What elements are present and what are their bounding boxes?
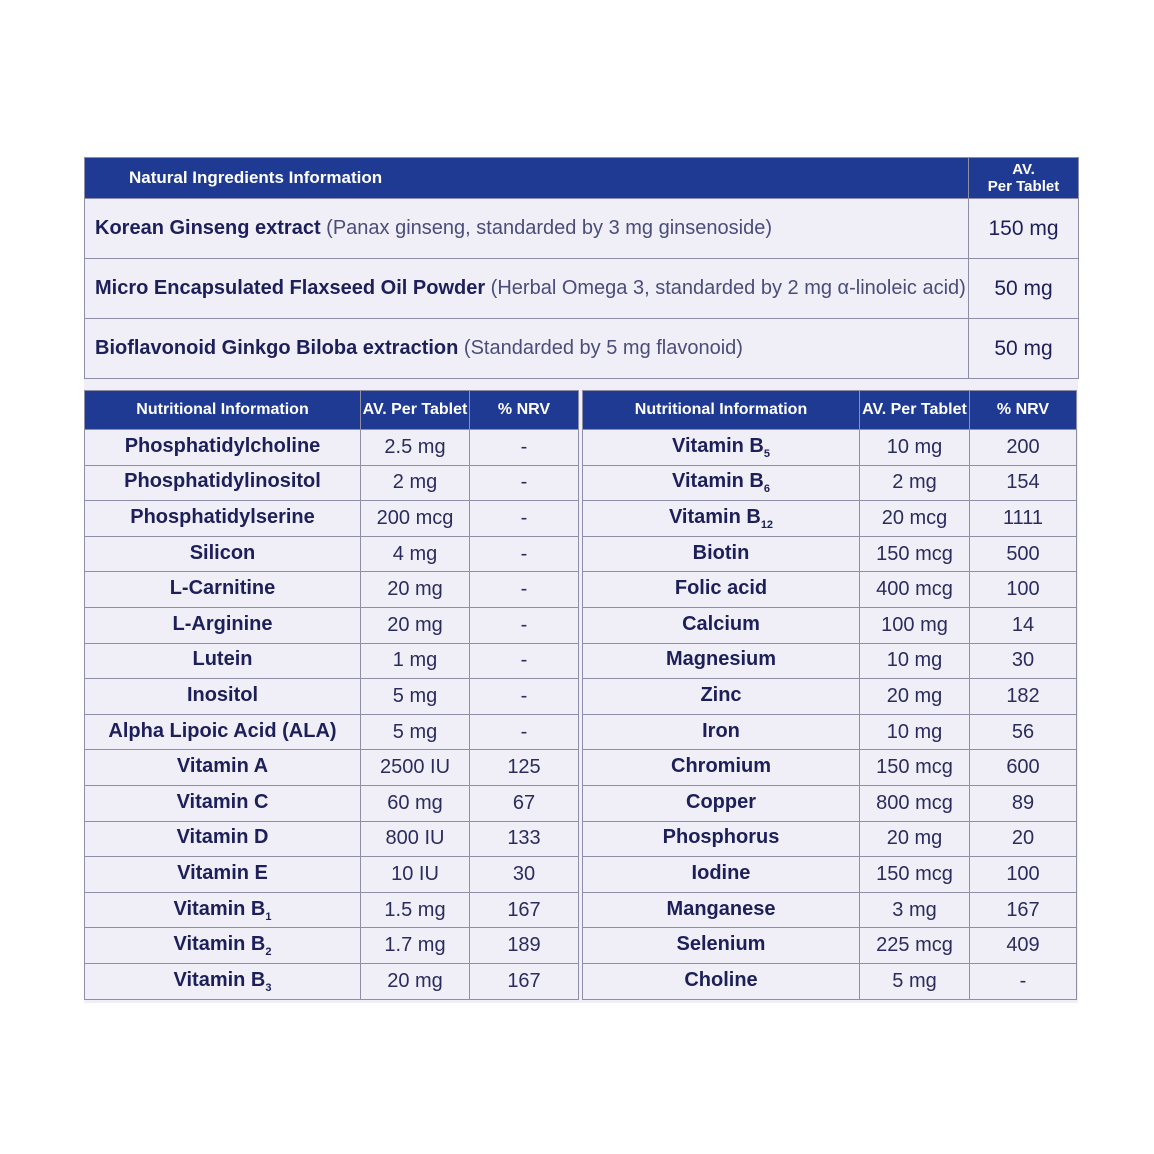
nutrient-amount: 60 mg xyxy=(361,785,470,821)
nutrient-amount: 5 mg xyxy=(361,679,470,715)
nutrient-amount: 20 mg xyxy=(860,821,970,857)
nutrient-row xyxy=(85,465,579,501)
nutrient-nrv: - xyxy=(470,572,579,608)
natural-row xyxy=(85,259,1079,319)
nutrient-name: Silicon xyxy=(189,541,256,564)
nutrient-name: L-Carnitine xyxy=(169,577,276,600)
nutrient-nrv: 189 xyxy=(470,928,579,964)
nutrition-header-row xyxy=(583,391,1077,430)
nutrient-name: Vitamin B xyxy=(173,968,266,991)
ingredient-amount: 150 mg xyxy=(969,199,1079,259)
nutrient-row xyxy=(583,607,1077,643)
header-per-tablet: AV. Per Tablet xyxy=(860,391,970,430)
nutrient-subscript: 12 xyxy=(760,518,774,531)
nutrient-name: Phosphatidylcholine xyxy=(124,434,321,457)
nutrient-amount: 1.5 mg xyxy=(361,892,470,928)
nutrient-name-cell xyxy=(583,501,860,537)
nutrient-amount: 10 mg xyxy=(860,643,970,679)
nutrient-row xyxy=(85,714,579,750)
nutrient-name: Vitamin B xyxy=(672,434,764,457)
nutrient-subscript: 5 xyxy=(763,447,770,460)
nutrient-name: Phosphatidylserine xyxy=(130,505,315,528)
nutrient-name: Phosphorus xyxy=(662,826,780,849)
nutrient-row xyxy=(85,536,579,572)
nutrient-nrv: - xyxy=(470,465,579,501)
nutrient-row xyxy=(85,607,579,643)
nutrient-name-cell xyxy=(583,572,860,608)
nutrient-row xyxy=(583,785,1077,821)
nutrient-nrv: 67 xyxy=(470,785,579,821)
nutrient-nrv: 133 xyxy=(470,821,579,857)
ingredient-name: Korean Ginseng extract xyxy=(95,217,321,239)
nutrient-name-cell xyxy=(85,714,361,750)
nutrient-nrv: 56 xyxy=(970,714,1077,750)
ingredient-detail: (Panax ginseng, standarded by 3 mg ginsenoside) xyxy=(320,217,773,239)
nutrient-name-cell xyxy=(583,892,860,928)
nutrient-name-cell xyxy=(85,536,361,572)
nutrient-amount: 10 mg xyxy=(860,714,970,750)
ingredient-amount: 50 mg xyxy=(969,259,1079,319)
ingredient-amount: 50 mg xyxy=(969,319,1079,379)
nutrient-row xyxy=(85,501,579,537)
nutrient-row xyxy=(583,857,1077,893)
ingredient-detail: (Herbal Omega 3, standarded by 2 mg α-linoleic acid) xyxy=(485,277,966,299)
natural-row xyxy=(85,319,1079,379)
nutrient-nrv: 600 xyxy=(970,750,1077,786)
nutrient-nrv: 89 xyxy=(970,785,1077,821)
nutrient-name: Vitamin E xyxy=(177,861,268,884)
nutrient-name: Alpha Lipoic Acid (ALA) xyxy=(108,719,337,742)
nutrient-row xyxy=(583,465,1077,501)
nutrient-name: Vitamin A xyxy=(176,755,269,778)
nutrient-name-cell xyxy=(583,714,860,750)
nutrient-name: Phosphatidylinositol xyxy=(124,470,321,493)
ingredient-name: Micro Encapsulated Flaxseed Oil Powder xyxy=(95,277,486,299)
nutrient-name-cell xyxy=(85,857,361,893)
per-line1: AV. xyxy=(1012,161,1035,178)
nutrient-amount: 5 mg xyxy=(361,714,470,750)
nutrient-amount: 20 mg xyxy=(361,963,470,999)
nutrient-name-cell xyxy=(583,963,860,999)
nutrient-name-cell xyxy=(85,750,361,786)
nutrient-row xyxy=(583,679,1077,715)
nutrient-row xyxy=(583,750,1077,786)
nutrition-left-body xyxy=(85,430,579,1000)
nutrient-name-cell xyxy=(85,643,361,679)
nutrient-name: Manganese xyxy=(666,897,776,920)
nutrient-name-cell xyxy=(85,679,361,715)
header-nutritional-info: Nutritional Information xyxy=(85,391,361,430)
nutrient-row xyxy=(85,643,579,679)
nutrition-header-row xyxy=(85,391,579,430)
nutrient-name-cell xyxy=(583,607,860,643)
nutrient-name: Chromium xyxy=(671,755,771,778)
nutrient-nrv: 125 xyxy=(470,750,579,786)
nutrient-name-cell xyxy=(85,465,361,501)
nutrient-nrv: - xyxy=(470,679,579,715)
nutrient-nrv: - xyxy=(470,430,579,466)
nutrient-name-cell xyxy=(85,430,361,466)
nutrient-amount: 2.5 mg xyxy=(361,430,470,466)
nutrient-name-cell xyxy=(583,928,860,964)
nutrient-name: Choline xyxy=(684,968,758,991)
nutrient-nrv: 409 xyxy=(970,928,1077,964)
nutrient-nrv: 14 xyxy=(970,607,1077,643)
nutrient-subscript: 6 xyxy=(763,483,770,496)
nutrient-name: Selenium xyxy=(676,933,766,956)
nutrient-subscript: 3 xyxy=(265,981,272,994)
nutrient-row xyxy=(85,430,579,466)
nutrient-name-cell xyxy=(85,821,361,857)
nutrient-nrv: - xyxy=(470,536,579,572)
nutrition-table-left xyxy=(84,390,579,1000)
nutrient-amount: 20 mcg xyxy=(860,501,970,537)
nutrient-nrv: 154 xyxy=(970,465,1077,501)
nutrient-name-cell xyxy=(85,572,361,608)
nutrient-row xyxy=(85,928,579,964)
nutrient-row xyxy=(583,501,1077,537)
nutrient-nrv: - xyxy=(470,501,579,537)
header-per-tablet: AV. Per Tablet xyxy=(361,391,470,430)
nutrient-name: Folic acid xyxy=(674,577,768,600)
nutrient-name: Magnesium xyxy=(665,648,777,671)
nutrient-nrv: - xyxy=(470,714,579,750)
nutrient-row xyxy=(85,892,579,928)
nutrient-name: Lutein xyxy=(192,648,253,671)
natural-ingredients-table xyxy=(84,157,1079,379)
nutrient-name-cell xyxy=(85,501,361,537)
nutrient-name: Iodine xyxy=(691,861,751,884)
nutrient-row xyxy=(583,714,1077,750)
nutrient-amount: 150 mcg xyxy=(860,857,970,893)
nutrient-name: Vitamin B xyxy=(173,933,266,956)
nutrient-amount: 150 mcg xyxy=(860,750,970,786)
nutrient-name-cell xyxy=(85,892,361,928)
nutrient-name: Vitamin D xyxy=(176,826,269,849)
nutrient-amount: 800 mcg xyxy=(860,785,970,821)
nutrient-row xyxy=(583,821,1077,857)
nutrient-row xyxy=(85,857,579,893)
nutrient-name: Calcium xyxy=(682,612,760,635)
nutrient-name: Vitamin B xyxy=(672,470,764,493)
nutrient-nrv: 167 xyxy=(470,892,579,928)
nutrient-name: Zinc xyxy=(700,683,742,706)
nutrient-row xyxy=(583,963,1077,999)
nutrient-row xyxy=(85,785,579,821)
nutrient-row xyxy=(583,892,1077,928)
nutrient-name: Vitamin C xyxy=(176,790,269,813)
nutrient-name: Copper xyxy=(686,790,756,813)
header-nutritional-info: Nutritional Information xyxy=(583,391,860,430)
nutrient-nrv: 182 xyxy=(970,679,1077,715)
nutrient-row xyxy=(85,572,579,608)
nutrient-name-cell xyxy=(85,963,361,999)
nutrient-amount: 800 IU xyxy=(361,821,470,857)
nutrient-name-cell xyxy=(85,928,361,964)
nutrient-nrv: 100 xyxy=(970,572,1077,608)
nutrition-table-right xyxy=(582,390,1077,1000)
header-nrv: % NRV xyxy=(470,391,579,430)
nutrient-amount: 225 mcg xyxy=(860,928,970,964)
nutrient-amount: 3 mg xyxy=(860,892,970,928)
natural-header-per-tablet xyxy=(969,158,1079,199)
natural-row-name-cell xyxy=(85,199,969,259)
ingredient-name: Bioflavonoid Ginkgo Biloba extraction xyxy=(95,337,459,359)
nutrient-amount: 10 mg xyxy=(860,430,970,466)
nutrient-name-cell xyxy=(583,430,860,466)
natural-row xyxy=(85,199,1079,259)
nutrient-name-cell xyxy=(583,821,860,857)
nutrient-name: Vitamin B xyxy=(668,505,761,528)
nutrient-nrv: - xyxy=(470,643,579,679)
nutrient-row xyxy=(583,928,1077,964)
natural-row-name-cell xyxy=(85,259,969,319)
nutrient-row xyxy=(85,821,579,857)
nutrient-amount: 20 mg xyxy=(361,572,470,608)
nutrient-amount: 4 mg xyxy=(361,536,470,572)
nutrient-name: Biotin xyxy=(692,541,750,564)
ingredient-detail: (Standarded by 5 mg flavonoid) xyxy=(458,337,743,359)
nutrient-name-cell xyxy=(583,679,860,715)
nutrient-nrv: 1111 xyxy=(970,501,1077,537)
nutrient-name-cell xyxy=(583,465,860,501)
nutrient-amount: 1.7 mg xyxy=(361,928,470,964)
nutrient-amount: 400 mcg xyxy=(860,572,970,608)
nutrient-subscript: 1 xyxy=(265,910,272,923)
nutrient-amount: 5 mg xyxy=(860,963,970,999)
nutrient-name-cell xyxy=(85,607,361,643)
nutrient-subscript: 2 xyxy=(265,946,272,959)
nutrient-nrv: 200 xyxy=(970,430,1077,466)
nutrient-name-cell xyxy=(583,750,860,786)
nutrient-name-cell xyxy=(583,857,860,893)
nutrient-nrv: 100 xyxy=(970,857,1077,893)
nutrient-name-cell xyxy=(85,785,361,821)
nutrient-row xyxy=(85,679,579,715)
nutrient-name: Inositol xyxy=(186,683,259,706)
nutrient-nrv: - xyxy=(970,963,1077,999)
natural-header-row xyxy=(85,158,1079,199)
nutrient-nrv: 167 xyxy=(970,892,1077,928)
nutrition-right-body xyxy=(583,430,1077,1000)
nutrient-amount: 1 mg xyxy=(361,643,470,679)
nutrient-row xyxy=(583,572,1077,608)
nutrient-amount: 2500 IU xyxy=(361,750,470,786)
nutrient-row xyxy=(583,536,1077,572)
nutrient-row xyxy=(583,643,1077,679)
nutrient-name: Vitamin B xyxy=(173,897,266,920)
nutrient-amount: 10 IU xyxy=(361,857,470,893)
nutrient-row xyxy=(85,750,579,786)
nutrient-name-cell xyxy=(583,536,860,572)
natural-header-title: Natural Ingredients Information xyxy=(85,158,969,199)
nutrient-amount: 2 mg xyxy=(860,465,970,501)
nutrient-amount: 2 mg xyxy=(361,465,470,501)
nutrient-nrv: 20 xyxy=(970,821,1077,857)
natural-row-name-cell xyxy=(85,319,969,379)
nutrient-amount: 100 mg xyxy=(860,607,970,643)
nutrient-amount: 20 mg xyxy=(860,679,970,715)
header-nrv: % NRV xyxy=(970,391,1077,430)
nutrient-amount: 150 mcg xyxy=(860,536,970,572)
nutrient-name: Iron xyxy=(702,719,740,742)
nutrient-name-cell xyxy=(583,785,860,821)
nutrient-row xyxy=(583,430,1077,466)
nutrient-amount: 200 mcg xyxy=(361,501,470,537)
nutrient-nrv: - xyxy=(470,607,579,643)
nutrient-nrv: 30 xyxy=(470,857,579,893)
nutrient-nrv: 500 xyxy=(970,536,1077,572)
nutrient-row xyxy=(85,963,579,999)
nutrient-name-cell xyxy=(583,643,860,679)
nutrient-nrv: 167 xyxy=(470,963,579,999)
nutrient-name: L-Arginine xyxy=(172,612,273,635)
per-line2: Per Tablet xyxy=(987,178,1060,195)
nutrient-nrv: 30 xyxy=(970,643,1077,679)
nutrient-amount: 20 mg xyxy=(361,607,470,643)
